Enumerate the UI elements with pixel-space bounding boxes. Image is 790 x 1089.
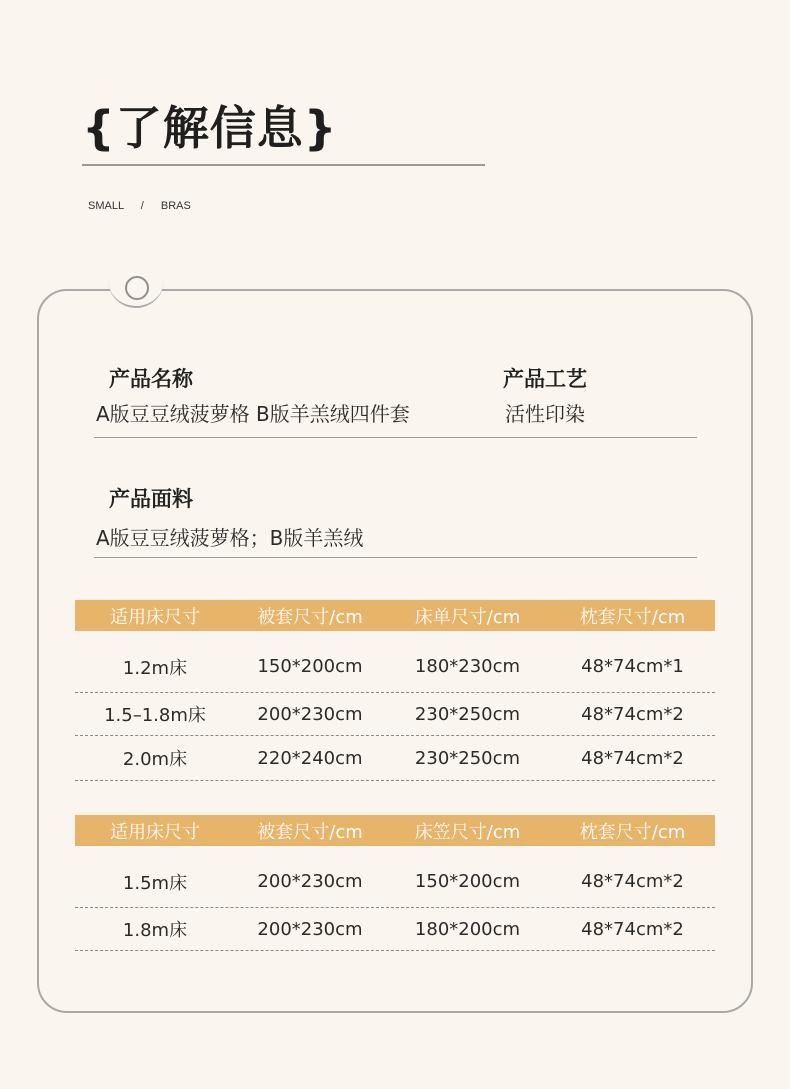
header-pillow-size: 枕套尺寸/cm: [579, 606, 686, 628]
subtitle-right: BRAS: [160, 200, 191, 212]
table-row: [75, 846, 715, 908]
cell-duvet: 200*230cm: [257, 703, 363, 725]
table-row: [75, 631, 715, 693]
cell-bed: 1.5–1.8m床: [104, 705, 206, 726]
subtitle-left: SMALL: [88, 200, 124, 212]
product-name-label: 产品名称: [109, 367, 193, 391]
cell-pillow: 48*74cm*1: [581, 656, 684, 677]
header-bed-size: 适用床尺寸: [110, 606, 200, 628]
info-divider-1: [94, 437, 697, 438]
cell-duvet: 200*230cm: [257, 871, 363, 892]
cell-bed: 1.8m床: [122, 920, 188, 941]
cell-duvet: 200*230cm: [257, 918, 363, 940]
product-fabric-value: A版豆豆绒菠萝格；B版羊羔绒: [96, 526, 364, 550]
size-table-1: [75, 600, 715, 781]
cell-bed: 2.0m床: [122, 749, 188, 770]
header-sheet-size: 床单尺寸/cm: [414, 606, 521, 628]
subtitle: [88, 200, 191, 212]
cell-pillow: 48*74cm*2: [581, 871, 684, 892]
header-duvet-size: 被套尺寸/cm: [257, 606, 363, 628]
subtitle-separator: /: [140, 200, 144, 212]
hanger-hole-icon: [125, 276, 149, 300]
header-fitted-sheet-size: 床笠尺寸/cm: [414, 821, 521, 843]
header-duvet-size: 被套尺寸/cm: [257, 821, 363, 843]
size-table-2: [75, 815, 715, 951]
cell-pillow: 48*74cm*2: [581, 747, 684, 769]
product-craft-value: 活性印染: [505, 402, 585, 426]
cell-sheet: 230*250cm: [414, 703, 521, 725]
product-craft-label: 产品工艺: [503, 367, 587, 391]
cell-bed: 1.5m床: [122, 872, 188, 894]
table-header: [75, 600, 715, 631]
info-divider-2: [94, 557, 697, 558]
page-title: {了解信息}: [82, 101, 338, 155]
cell-bed: 1.2m床: [122, 657, 188, 679]
product-name-value: A版豆豆绒菠萝格 B版羊羔绒四件套: [96, 402, 410, 426]
header-pillow-size: 枕套尺寸/cm: [579, 821, 686, 843]
cell-pillow: 48*74cm*2: [581, 703, 684, 725]
cell-duvet: 220*240cm: [257, 747, 363, 769]
product-fabric-label: 产品面料: [109, 487, 193, 511]
header-bed-size: 适用床尺寸: [110, 821, 200, 843]
cell-sheet: 230*250cm: [414, 747, 521, 769]
cell-sheet: 180*230cm: [414, 656, 521, 677]
table-row: [75, 693, 715, 736]
cell-fitted-sheet: 150*200cm: [414, 871, 521, 892]
title-divider: [82, 164, 485, 166]
cell-pillow: 48*74cm*2: [581, 918, 684, 940]
table-row: [75, 736, 715, 781]
table-header: [75, 815, 715, 846]
table-row: [75, 908, 715, 951]
cell-fitted-sheet: 180*200cm: [414, 918, 521, 940]
cell-duvet: 150*200cm: [257, 656, 363, 677]
